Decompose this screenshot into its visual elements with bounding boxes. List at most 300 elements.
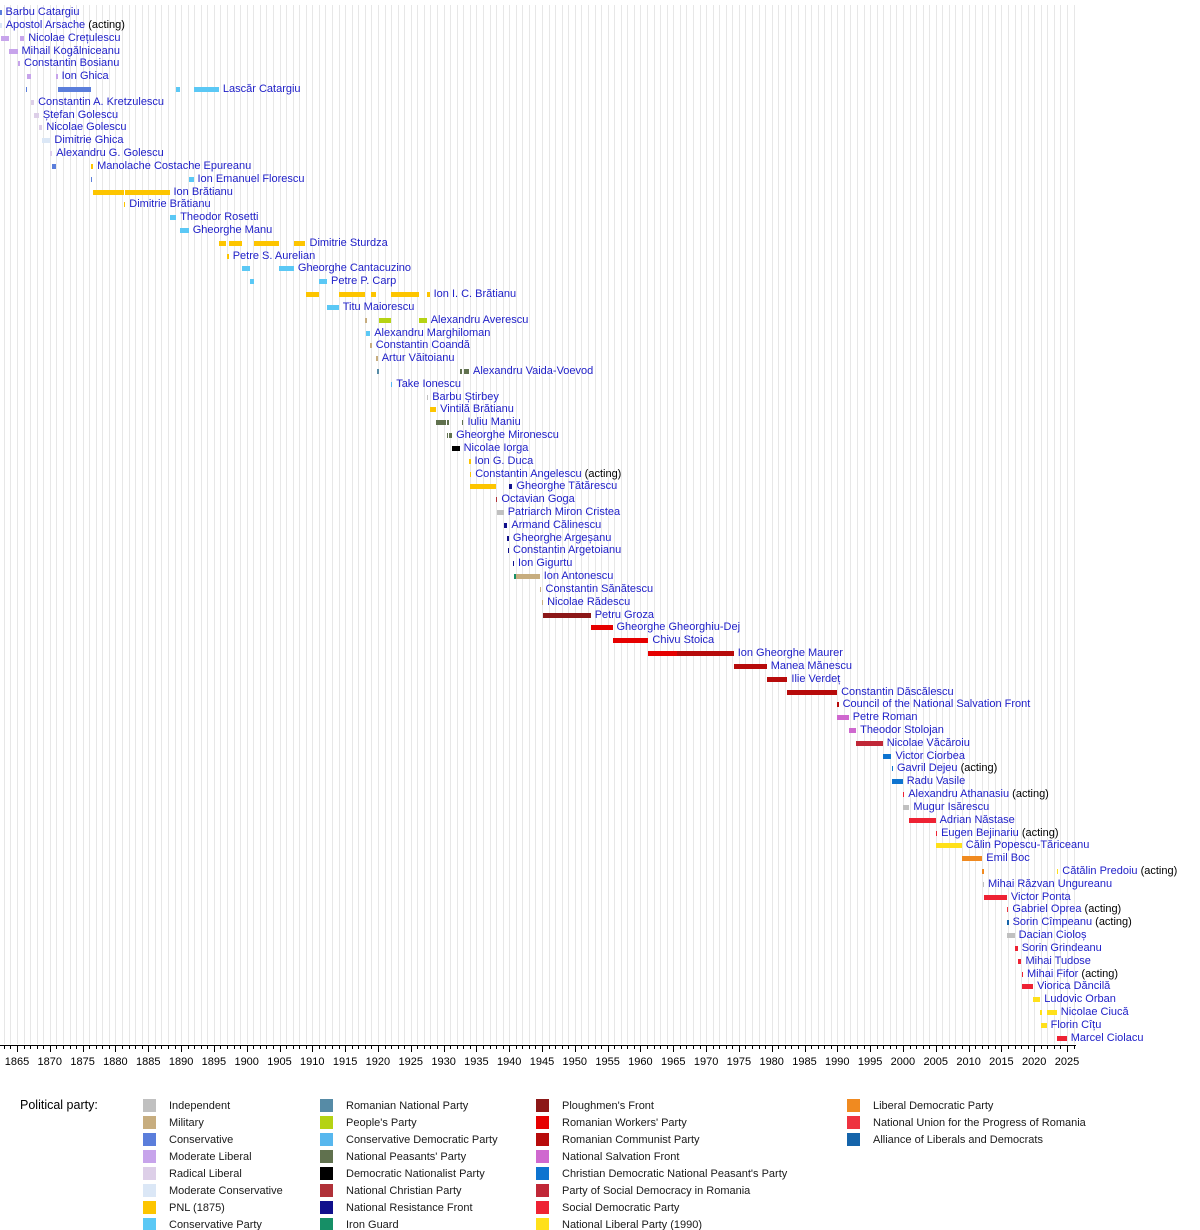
pm-name[interactable]: Manea Mănescu (770, 659, 853, 672)
term-bar (1022, 972, 1024, 977)
party-label: Moderate Conservative (169, 1185, 283, 1197)
pm-label[interactable] (546, 583, 654, 595)
pm-label[interactable] (518, 557, 572, 569)
term-bar (124, 202, 126, 207)
pm-label[interactable] (180, 211, 258, 223)
pm-label[interactable] (129, 198, 210, 210)
pm-label[interactable] (1011, 891, 1071, 903)
pm-name[interactable]: Ion Emanuel Florescu (197, 172, 305, 185)
axis-tick (673, 1046, 674, 1052)
axis-tick-label: 1940 (496, 1056, 522, 1068)
pm-name[interactable]: Apostol Arsache (5, 18, 86, 31)
pm-label[interactable] (382, 352, 455, 364)
pm-name[interactable]: Mihai Fifor (1027, 967, 1079, 980)
axis-tick (798, 1046, 799, 1049)
axis-tick-label: 1945 (529, 1056, 555, 1068)
term-bar (849, 728, 856, 733)
pm-label[interactable] (652, 634, 714, 646)
pm-name[interactable]: Mihai Răzvan Ungureanu (988, 877, 1113, 890)
pm-name[interactable]: Constantin A. Kretzulescu (38, 95, 165, 108)
axis-tick (470, 1046, 471, 1049)
pm-name[interactable]: Ștefan Golescu (42, 108, 119, 121)
pm-row (0, 263, 1200, 276)
pm-label[interactable] (43, 109, 118, 121)
pm-row (0, 1007, 1200, 1020)
pm-row (0, 674, 1200, 687)
axis-tick (188, 1046, 189, 1049)
term-bar (58, 87, 91, 92)
party-color-swatch (143, 1150, 156, 1163)
pm-name[interactable]: Gheorghe Manu (192, 223, 273, 236)
axis-tick-label: 1905 (267, 1056, 292, 1068)
term-bar (962, 856, 983, 861)
pm-label[interactable] (841, 686, 954, 698)
pm-name[interactable]: Take Ionescu (396, 377, 462, 390)
party-label: National Liberal Party (1990) (562, 1219, 703, 1230)
axis-tick (542, 1046, 543, 1052)
term-bar (903, 805, 910, 810)
term-bar (250, 279, 254, 284)
axis-tick-label: 2025 (1054, 1056, 1080, 1068)
pm-name[interactable]: Mugur Isărescu (913, 800, 990, 813)
pm-row (0, 1033, 1200, 1046)
pm-label[interactable] (440, 403, 514, 415)
pm-label[interactable] (501, 493, 574, 505)
term-bar (327, 305, 339, 310)
pm-name[interactable]: Gheorghe Tătărescu (516, 480, 618, 493)
party-label: Social Democratic Party (562, 1202, 680, 1214)
pm-name[interactable]: Gabriel Oprea (1012, 903, 1082, 916)
pm-name[interactable]: Nicolae Golescu (46, 121, 127, 134)
party-label: National Christian Party (346, 1185, 462, 1197)
term-bar (513, 561, 515, 566)
axis-tick (89, 1046, 90, 1049)
pm-row (0, 315, 1200, 328)
term-bar (542, 600, 544, 605)
pm-name[interactable]: Gavril Dejeu (897, 762, 958, 775)
axis-tick (680, 1046, 681, 1049)
pm-label[interactable] (513, 544, 621, 556)
pm-name[interactable]: Lascăr Catargiu (222, 82, 301, 95)
pm-name[interactable]: Barbu Catargiu (5, 6, 80, 18)
pm-label[interactable] (374, 327, 490, 339)
axis-tick-label: 1880 (103, 1056, 128, 1068)
pm-label[interactable] (343, 301, 415, 313)
pm-row (0, 276, 1200, 289)
pm-name[interactable]: Constantin Argetoianu (513, 544, 622, 557)
pm-name[interactable]: Viorica Dăncilă (1037, 980, 1111, 993)
pm-label[interactable] (1062, 865, 1177, 877)
axis-tick (870, 1046, 871, 1052)
pm-label[interactable] (908, 788, 1049, 800)
pm-label[interactable] (473, 365, 593, 377)
axis-tick-label: 2005 (923, 1056, 949, 1068)
legend-title: Political party: (20, 1098, 98, 1112)
pm-name[interactable]: Constantin Bosianu (24, 57, 120, 70)
pm-label[interactable] (434, 288, 517, 300)
axis-tick (595, 1046, 596, 1049)
pm-name[interactable]: Iuliu Maniu (467, 416, 521, 429)
pm-label[interactable] (1013, 916, 1132, 928)
axis-tick (955, 1046, 956, 1049)
pm-name[interactable]: Constantin Coandă (375, 339, 470, 352)
pm-label[interactable] (860, 724, 944, 736)
pm-name[interactable]: Ion Brătianu (173, 185, 233, 198)
pm-name[interactable]: Ion Antonescu (543, 570, 614, 583)
pm-name[interactable]: Council of the National Salvation Front (842, 698, 1031, 711)
axis-tick (995, 1046, 996, 1049)
pm-name[interactable]: Gheorghe Mironescu (456, 429, 559, 442)
axis-tick (850, 1046, 851, 1049)
pm-label[interactable] (475, 455, 534, 467)
pm-label[interactable] (617, 621, 741, 633)
pm-label[interactable] (331, 275, 396, 287)
term-bar (470, 472, 472, 477)
pm-row (0, 379, 1200, 392)
party-label: Alliance of Liberals and Democrats (873, 1134, 1043, 1146)
party-label: Radical Liberal (169, 1168, 242, 1180)
pm-name[interactable]: Marcel Ciolacu (1070, 1031, 1144, 1044)
pm-name[interactable]: Theodor Rosetti (180, 211, 259, 224)
axis-tick (142, 1046, 143, 1049)
axis-tick (621, 1046, 622, 1049)
term-bar (430, 407, 437, 412)
axis-tick (325, 1046, 326, 1049)
pm-label[interactable] (1071, 1032, 1144, 1044)
pm-name[interactable]: Victor Ciorbea (895, 749, 965, 762)
pm-label[interactable] (376, 339, 470, 351)
pm-name[interactable]: Constantin Angelescu (475, 467, 582, 480)
term-bar (91, 177, 93, 182)
party-label: Romanian National Party (346, 1100, 469, 1112)
term-bar (677, 651, 734, 656)
pm-name[interactable]: Mihail Kogălniceanu (21, 44, 120, 57)
pm-label[interactable] (233, 250, 316, 262)
pm-name[interactable]: Alexandru Vaida-Voevod (473, 365, 594, 377)
pm-row (0, 84, 1200, 97)
term-bar (242, 266, 250, 271)
pm-label[interactable] (738, 647, 843, 659)
axis-tick (129, 1046, 130, 1049)
axis-tick-label: 1870 (37, 1056, 63, 1068)
pm-name[interactable]: Armand Călinescu (511, 518, 602, 531)
pm-label[interactable] (595, 609, 654, 621)
pm-label[interactable] (1026, 955, 1091, 967)
axis-tick (903, 1046, 904, 1052)
pm-label[interactable] (193, 224, 273, 236)
pm-label[interactable] (46, 121, 126, 133)
pm-label[interactable] (1027, 968, 1118, 980)
pm-label[interactable] (1012, 903, 1121, 915)
pm-row (0, 610, 1200, 623)
party-color-swatch (847, 1133, 860, 1146)
pm-label[interactable] (97, 160, 251, 172)
party-color-swatch (847, 1099, 860, 1112)
pm-name[interactable]: Manolache Costache Epureanu (97, 159, 252, 172)
party-color-swatch (320, 1218, 333, 1230)
axis-tick (660, 1046, 661, 1049)
pm-name[interactable]: Adrian Năstase (939, 813, 1015, 826)
pm-name[interactable]: Petre S. Aurelian (232, 249, 316, 262)
pm-label[interactable] (1037, 980, 1110, 992)
pm-name[interactable]: Sorin Grindeanu (1021, 941, 1102, 954)
axis-tick (805, 1046, 806, 1052)
party-color-swatch (143, 1184, 156, 1197)
pm-row (0, 251, 1200, 264)
pm-row (0, 430, 1200, 443)
axis-tick (260, 1046, 261, 1049)
pm-row (0, 1020, 1200, 1033)
term-bar (1057, 869, 1059, 874)
pm-name[interactable]: Artur Văitoianu (381, 352, 455, 365)
term-bar (427, 395, 429, 400)
party-label: Military (169, 1117, 204, 1129)
pm-label[interactable] (431, 314, 529, 326)
pm-name[interactable]: Gheorghe Cantacuzino (297, 262, 412, 275)
axis-tick (1054, 1046, 1055, 1049)
axis-tick-label: 1985 (792, 1056, 817, 1068)
pm-name[interactable]: Octavian Goga (501, 493, 575, 506)
axis-tick (1041, 1046, 1042, 1049)
term-bar (50, 151, 52, 156)
pm-label[interactable] (940, 814, 1015, 826)
party-color-swatch (143, 1201, 156, 1214)
pm-name[interactable]: Dimitrie Sturdza (309, 236, 388, 249)
pm-name[interactable]: Florin Cîțu (1050, 1018, 1102, 1031)
term-bar (447, 420, 449, 425)
pm-label[interactable] (791, 673, 840, 685)
party-label: Democratic Nationalist Party (346, 1168, 485, 1180)
pm-label[interactable] (54, 134, 123, 146)
pm-name[interactable]: Dimitrie Ghica (54, 134, 124, 147)
pm-name[interactable]: Alexandru Averescu (430, 313, 529, 326)
pm-name[interactable]: Patriarch Miron Cristea (507, 506, 621, 518)
axis-tick (4, 1046, 5, 1049)
pm-name[interactable]: Ion Gheorghe Maurer (737, 647, 843, 659)
pm-label[interactable] (475, 468, 621, 480)
axis-tick (693, 1046, 694, 1049)
pm-label[interactable] (771, 660, 852, 672)
term-bar (1007, 907, 1009, 912)
pm-label[interactable] (310, 237, 388, 249)
pm-label[interactable] (298, 262, 411, 274)
pm-name[interactable]: Petre Roman (852, 711, 918, 724)
pm-name[interactable]: Radu Vasile (906, 775, 966, 788)
axis-tick (962, 1046, 963, 1049)
pm-name[interactable]: Constantin Sănătescu (545, 582, 654, 595)
axis-tick (1015, 1046, 1016, 1049)
term-bar (648, 651, 676, 656)
pm-name[interactable]: Nicolae Văcăroiu (886, 736, 970, 749)
party-label: Conservative Democratic Party (346, 1134, 498, 1146)
pm-label[interactable] (1051, 1019, 1102, 1031)
axis-tick (253, 1046, 254, 1049)
term-bar (1057, 1036, 1067, 1041)
axis-tick (719, 1046, 720, 1049)
term-bar (52, 164, 56, 169)
pm-name[interactable]: Gheorghe Gheorghiu-Dej (616, 621, 741, 634)
pm-name[interactable]: Petru Groza (594, 608, 654, 621)
pm-label[interactable] (517, 480, 618, 492)
pm-label[interactable] (896, 750, 966, 762)
pm-label[interactable] (986, 852, 1029, 864)
pm-name[interactable]: Barbu Știrbey (432, 390, 499, 403)
axis-tick (227, 1046, 228, 1049)
axis-tick (1060, 1046, 1061, 1049)
pm-label[interactable] (988, 878, 1112, 890)
pm-label[interactable] (223, 83, 301, 95)
party-color-swatch (320, 1133, 333, 1146)
pm-label[interactable] (887, 737, 970, 749)
pm-label[interactable] (1022, 942, 1102, 954)
pm-name[interactable]: Constantin Dăscălescu (841, 685, 954, 698)
axis-tick (50, 1046, 51, 1052)
term-bar (1018, 959, 1022, 964)
axis-tick (444, 1046, 445, 1052)
pm-label[interactable] (897, 762, 997, 774)
acting-suffix: (acting) (1078, 967, 1119, 980)
pm-name[interactable]: Nicolae Crețulescu (28, 31, 121, 44)
pm-name[interactable]: Călin Popescu-Tăriceanu (965, 839, 1090, 852)
pm-name[interactable]: Nicolae Ciucă (1060, 1006, 1129, 1018)
pm-row (0, 135, 1200, 148)
pm-label[interactable] (511, 519, 601, 531)
pm-name[interactable]: Cătălin Predoiu (1062, 864, 1138, 877)
axis-tick (201, 1046, 202, 1049)
axis-tick (352, 1046, 353, 1049)
term-bar (883, 754, 892, 759)
pm-label[interactable] (1019, 929, 1087, 941)
pm-name[interactable]: Theodor Stolojan (860, 723, 944, 736)
pm-label[interactable] (544, 570, 614, 582)
pm-row (0, 981, 1200, 994)
axis-tick (640, 1046, 641, 1052)
axis-tick (437, 1046, 438, 1049)
pm-label[interactable] (432, 391, 499, 403)
pm-label[interactable] (198, 173, 305, 185)
pm-label[interactable] (966, 839, 1090, 851)
axis-tick (214, 1046, 215, 1052)
axis-tick (319, 1046, 320, 1049)
pm-label[interactable] (56, 147, 164, 159)
axis-tick (516, 1046, 517, 1049)
pm-name[interactable]: Ion Ghica (61, 70, 109, 83)
pm-name[interactable]: Alexandru Marghiloman (374, 326, 491, 339)
term-bar (189, 177, 194, 182)
pm-name[interactable]: Ion I. C. Brătianu (433, 288, 517, 300)
pm-label[interactable] (456, 429, 559, 441)
pm-row (0, 161, 1200, 174)
pm-label[interactable] (547, 596, 630, 608)
pm-name[interactable]: Ion G. Duca (474, 454, 534, 467)
term-bar (379, 318, 391, 323)
pm-name[interactable]: Nicolae Rădescu (547, 595, 631, 608)
pm-name[interactable]: Dacian Cioloș (1018, 929, 1087, 941)
pm-row (0, 738, 1200, 751)
pm-name[interactable]: Mihai Tudose (1025, 954, 1091, 967)
party-color-swatch (847, 1116, 860, 1129)
axis-tick (824, 1046, 825, 1049)
term-bar (39, 125, 43, 130)
term-bar (391, 382, 393, 387)
axis-tick (417, 1046, 418, 1049)
pm-name[interactable]: Emil Boc (986, 852, 1030, 865)
axis-tick (890, 1046, 891, 1049)
pm-label[interactable] (1044, 993, 1116, 1005)
pm-name[interactable]: Ion Gigurtu (518, 557, 573, 570)
party-label: Conservative (169, 1134, 234, 1146)
pm-name[interactable]: Alexandru Athanasiu (908, 788, 1010, 800)
pm-name[interactable]: Ilie Verdeț (791, 672, 841, 685)
axis-tick-label: 1920 (365, 1056, 391, 1068)
pm-label[interactable] (907, 775, 966, 787)
pm-name[interactable]: Petre P. Carp (331, 275, 397, 288)
pm-label[interactable] (174, 186, 233, 198)
axis-tick-label: 2000 (890, 1056, 916, 1068)
pm-name[interactable]: Vintilă Brătianu (440, 403, 514, 416)
axis-tick (857, 1046, 858, 1049)
pm-label[interactable] (1061, 1006, 1129, 1018)
pm-row (0, 969, 1200, 982)
axis-tick (936, 1046, 937, 1052)
pm-name[interactable]: Nicolae Iorga (463, 441, 529, 454)
party-color-swatch (536, 1150, 549, 1163)
axis-tick (109, 1046, 110, 1049)
pm-name[interactable]: Titu Maiorescu (342, 300, 415, 313)
term-bar (613, 638, 649, 643)
pm-name[interactable]: Victor Ponta (1010, 890, 1071, 903)
pm-label[interactable] (468, 416, 521, 428)
pm-label[interactable] (464, 442, 529, 454)
pm-label[interactable] (396, 378, 461, 390)
axis-tick (76, 1046, 77, 1049)
pm-name[interactable]: Alexandru G. Golescu (56, 147, 164, 159)
axis-tick (96, 1046, 97, 1049)
term-bar (540, 587, 542, 592)
pm-label[interactable] (508, 506, 620, 518)
pm-label[interactable] (913, 801, 989, 813)
pm-name[interactable]: Sorin Cîmpeanu (1012, 916, 1093, 929)
axis-tick (404, 1046, 405, 1049)
term-bar (227, 254, 229, 259)
pm-name[interactable]: Dimitrie Brătianu (129, 198, 211, 211)
term-bar (31, 100, 34, 105)
axis-tick (83, 1046, 84, 1052)
axis-tick (975, 1046, 976, 1049)
pm-name[interactable]: Ludovic Orban (1044, 993, 1116, 1006)
pm-label[interactable] (513, 532, 611, 544)
pm-label[interactable] (853, 711, 918, 723)
party-label: Conservative Party (169, 1219, 262, 1230)
axis-tick (1034, 1046, 1035, 1052)
axis-tick-label: 1950 (562, 1056, 588, 1068)
pm-name[interactable]: Gheorghe Argeșanu (512, 531, 612, 544)
party-label: Moderate Liberal (169, 1151, 252, 1163)
axis-tick (942, 1046, 943, 1049)
axis-tick-label: 1910 (300, 1056, 325, 1068)
pm-label[interactable] (843, 698, 1031, 710)
axis-tick (194, 1046, 195, 1049)
pm-label[interactable] (941, 827, 1058, 839)
axis-tick-label: 2020 (1021, 1056, 1047, 1068)
axis-tick (759, 1046, 760, 1049)
pm-label[interactable] (38, 96, 164, 108)
pm-name[interactable]: Eugen Bejinariu (941, 826, 1019, 839)
term-bar (1041, 1023, 1047, 1028)
term-bar (34, 113, 39, 118)
axis-tick (371, 1046, 372, 1049)
pm-name[interactable]: Chivu Stoica (652, 634, 715, 647)
